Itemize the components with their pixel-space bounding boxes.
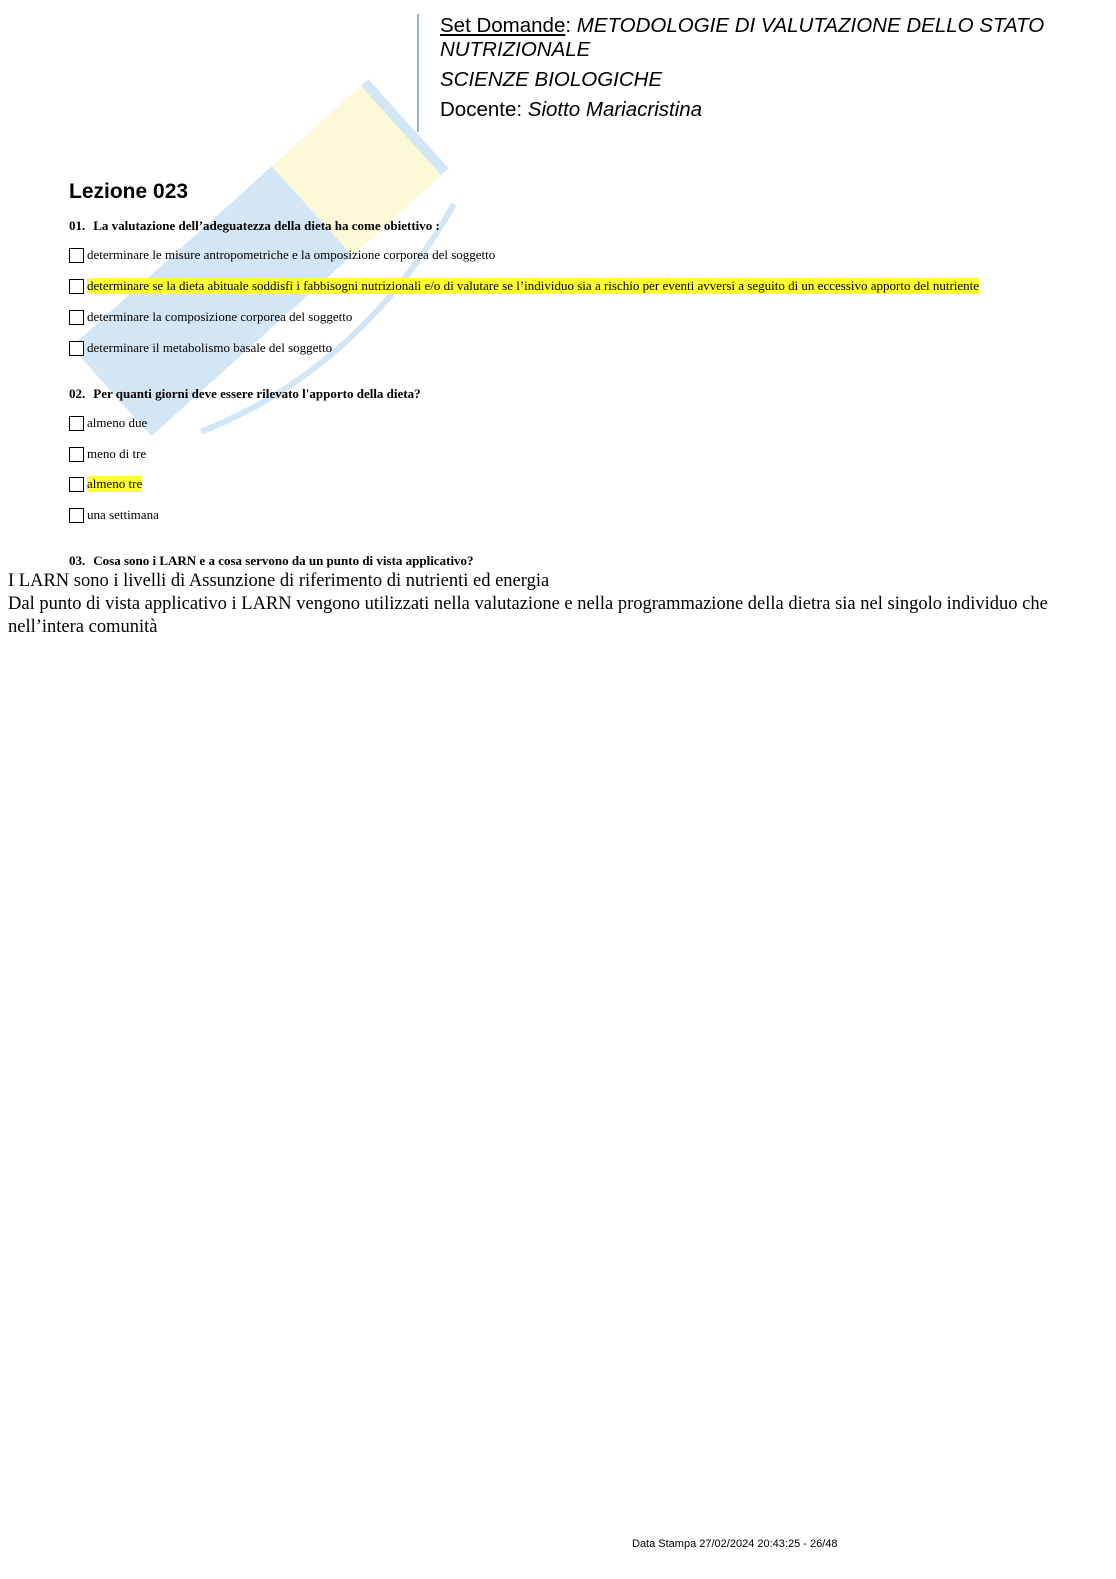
- checkbox[interactable]: [69, 447, 84, 462]
- option-label-highlighted: determinare se la dieta abituale soddisfi i fabbisogni nutrizionali e/o di valutare se l’individuo sia a rischio per eventi avversi a seguito di un eccessivo apporto del nutriente: [87, 278, 980, 293]
- question-02: [69, 386, 421, 402]
- option-label: determinare il metabolismo basale del soggetto: [87, 340, 333, 355]
- option-label: meno di tre: [87, 446, 147, 461]
- header-divider: [417, 14, 419, 132]
- checkbox[interactable]: [69, 248, 84, 263]
- option-01-c[interactable]: [69, 309, 352, 325]
- question-text: Cosa sono i LARN e a cosa servono da un punto di vista applicativo?: [93, 553, 474, 568]
- question-01: [69, 218, 440, 234]
- question-03: [69, 553, 474, 569]
- checkbox[interactable]: [69, 477, 84, 492]
- question-text: Per quanti giorni deve essere rilevato l'apporto della dieta?: [93, 386, 421, 401]
- option-01-d[interactable]: [69, 340, 332, 356]
- question-number: 01.: [69, 218, 86, 233]
- document-header: [440, 14, 1100, 122]
- course-title-line1: METODOLOGIE DI VALUTAZIONE DELLO STATO: [576, 14, 1045, 37]
- option-02-d[interactable]: [69, 507, 159, 523]
- course-title-line2: NUTRIZIONALE: [440, 38, 591, 61]
- docente-label: Docente:: [440, 98, 523, 121]
- question-number: 03.: [69, 553, 86, 568]
- faculty-name: SCIENZE BIOLOGICHE: [440, 68, 663, 91]
- set-domande-label: Set Domande: [440, 14, 566, 37]
- question-number: 02.: [69, 386, 86, 401]
- option-02-c[interactable]: [69, 476, 142, 492]
- lesson-title: Lezione 023: [69, 180, 189, 203]
- option-01-a[interactable]: [69, 247, 495, 263]
- option-01-b[interactable]: [69, 278, 979, 294]
- option-02-a[interactable]: [69, 415, 147, 431]
- checkbox[interactable]: [69, 310, 84, 325]
- checkbox[interactable]: [69, 279, 84, 294]
- docente-name: Siotto Mariacristina: [527, 98, 703, 121]
- option-label: una settimana: [87, 507, 159, 522]
- option-label: almeno due: [87, 415, 148, 430]
- option-label: determinare la composizione corporea del soggetto: [87, 309, 353, 324]
- checkbox[interactable]: [69, 416, 84, 431]
- option-label: determinare le misure antropometriche e la omposizione corporea del soggetto: [87, 247, 496, 262]
- question-text: La valutazione dell’adeguatezza della dieta ha come obiettivo :: [93, 218, 440, 233]
- checkbox[interactable]: [69, 508, 84, 523]
- option-02-b[interactable]: [69, 446, 146, 462]
- answer-03: [8, 570, 1098, 639]
- option-label-highlighted: almeno tre: [87, 476, 143, 491]
- answer-line: I LARN sono i livelli di Assunzione di riferimento di nutrienti ed energia: [8, 571, 550, 591]
- print-date-footer: Data Stampa 27/02/2024 20:43:25 - 26/48: [632, 1538, 838, 1550]
- checkbox[interactable]: [69, 341, 84, 356]
- set-domande-colon: :: [565, 14, 572, 37]
- answer-line: Dal punto di vista applicativo i LARN vengono utilizzati nella valutazione e nella programmazione della dietra sia nel singolo individuo che nell’intera comunità: [8, 594, 1048, 637]
